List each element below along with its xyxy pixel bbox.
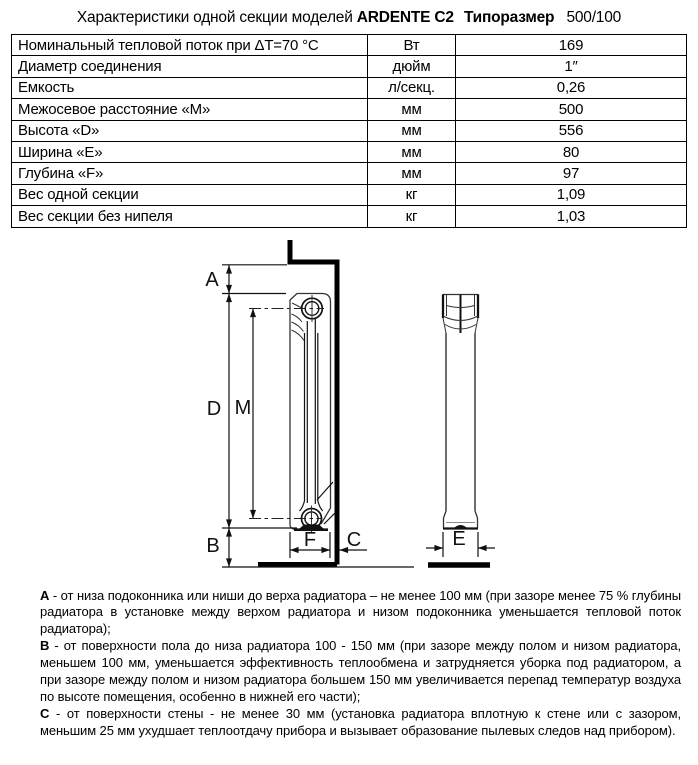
param-cell: Глубина «F» [12,163,368,184]
value-cell: 1″ [456,56,687,77]
title-prefix: Характеристики одной секции моделей [76,9,353,26]
footnote-b-letter: В [40,638,50,654]
param-cell: Высота «D» [12,120,368,141]
unit-cell: мм [368,141,456,162]
value-cell: 169 [456,35,687,56]
title-size-value: 500/100 [566,9,622,26]
dim-label-f: F [303,528,317,551]
radiator-diagram [0,240,698,584]
spec-table [11,34,687,228]
unit-cell: л/секц. [368,77,456,98]
floor-line [222,564,490,567]
page-title [0,0,698,28]
footnote-b [40,638,681,706]
unit-cell: мм [368,163,456,184]
dim-C [340,529,368,553]
value-cell: 0,26 [456,77,687,98]
dim-label-c: C [346,528,362,551]
dim-label-b: B [206,534,220,557]
footnote-c-text: - от поверхности стены - не менее 30 мм (установка радиатора вплотную к стене или с зазором, меньшим 25 мм ухудшает теплоотдачу прибора и вызывает образование пылевых следов над прибором). [40,705,681,738]
dim-F [290,529,330,558]
table-row [12,77,687,98]
unit-cell: мм [368,99,456,120]
unit-cell: кг [368,206,456,227]
dim-label-a: A [205,268,219,291]
footnote-a-letter: А [40,587,50,603]
title-size-label: Типоразмер [463,9,555,26]
table-row [12,99,687,120]
radiator-front-view [443,294,479,528]
value-cell: 500 [456,99,687,120]
unit-cell: кг [368,184,456,205]
footnote-c [40,706,681,740]
table-row [12,163,687,184]
footnote-a [40,588,681,639]
footnote-a-text: - от низа подоконника или ниши до верха радиатора – не менее 100 мм (при зазоре менее 75 % глубины радиатора в установке между верхом радиатора и низом подоконника уменьшается тепловой поток радиатора); [40,587,682,637]
dim-label-d: D [206,397,222,420]
radiator-side-view [290,293,336,532]
unit-cell: дюйм [368,56,456,77]
dim-B [206,528,232,567]
param-cell: Вес секции без нипеля [12,206,368,227]
dim-label-e: E [452,527,466,550]
table-row [12,141,687,162]
unit-cell: мм [368,120,456,141]
footnote-c-letter: С [40,705,50,721]
table-row [12,56,687,77]
dim-label-m: M [234,396,252,419]
param-cell: Диаметр соединения [12,56,368,77]
param-cell: Емкость [12,77,368,98]
value-cell: 1,09 [456,184,687,205]
value-cell: 97 [456,163,687,184]
param-cell: Ширина «Е» [12,141,368,162]
table-row [12,35,687,56]
title-model: ARDENTE C2 [356,9,454,26]
dim-A [205,264,232,293]
dim-M [235,308,256,518]
extension-lines [222,264,297,527]
dim-D [207,293,232,528]
param-cell: Межосевое расстояние «М» [12,99,368,120]
footnote-b-text: - от поверхности пола до низа радиатора 100 - 150 мм (при зазоре между полом и низом радиатора, меньшем 100 мм, уменьшается эффективность теплообмена и затрудняется уборка под радиатором, а при зазоре между полом и низом радиатора большем 150 мм увеличивается перепад температур воздуха по высоте помещения, особенно в нижней его части); [40,638,681,704]
value-cell: 80 [456,141,687,162]
param-cell: Вес одной секции [12,184,368,205]
footnotes [40,588,681,740]
unit-cell: Вт [368,35,456,56]
param-cell: Номинальный тепловой поток при ΔТ=70 °С [12,35,368,56]
table-row [12,120,687,141]
table-row [12,206,687,227]
value-cell: 1,03 [456,206,687,227]
table-row [12,184,687,205]
value-cell: 556 [456,120,687,141]
dim-E [426,528,495,557]
